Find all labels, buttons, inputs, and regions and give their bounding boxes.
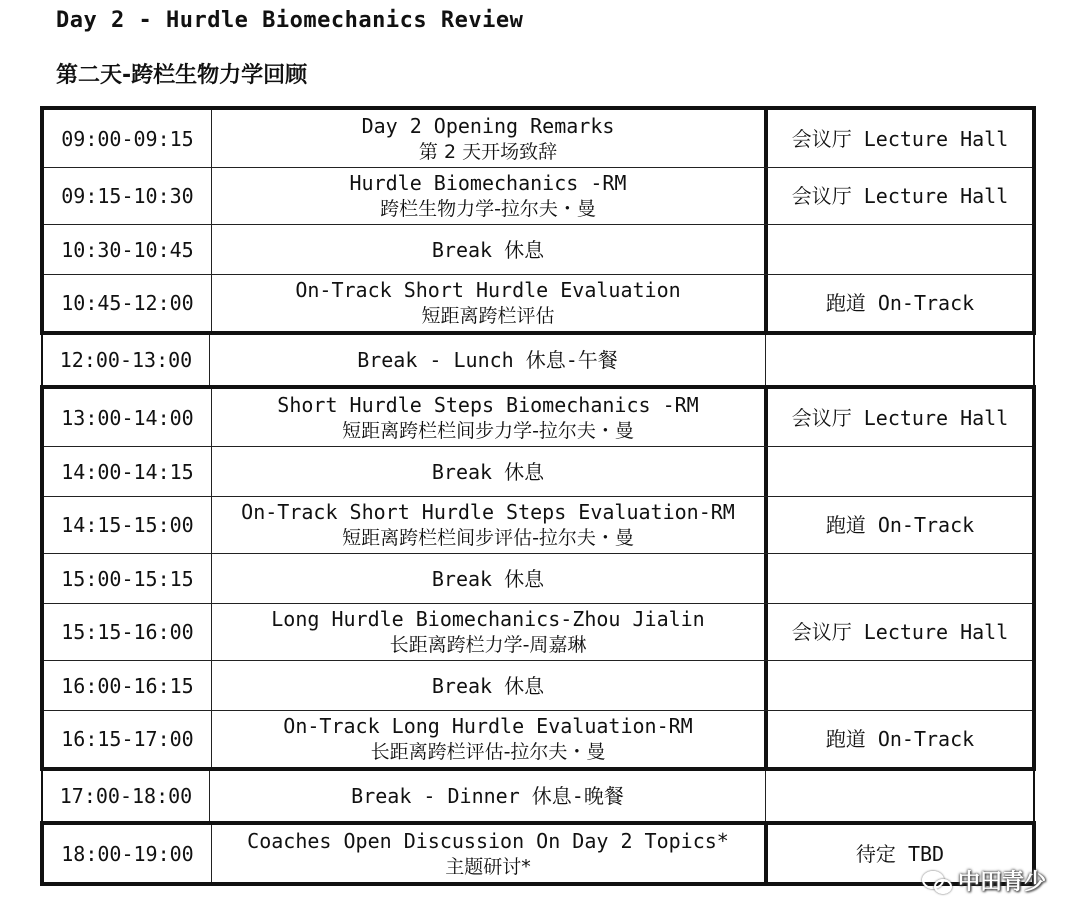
time-cell: 17:00-18:00 — [43, 771, 210, 821]
session-title-en: Break - Lunch 休息-午餐 — [357, 348, 618, 372]
session-title-zh: 短距离跨栏评估 — [421, 305, 555, 327]
schedule-row — [44, 496, 1032, 553]
session-cell — [212, 275, 768, 331]
session-cell — [212, 661, 768, 710]
wechat-icon — [922, 869, 952, 893]
schedule-row — [44, 389, 1032, 446]
session-title-en: Coaches Open Discussion On Day 2 Topics* — [247, 828, 729, 853]
time-cell: 18:00-19:00 — [44, 825, 212, 882]
schedule-block — [40, 821, 1036, 886]
schedule-row — [44, 825, 1032, 882]
session-title-en: Break 休息 — [431, 673, 545, 698]
session-title-en: Break 休息 — [431, 237, 545, 262]
watermark — [922, 865, 1046, 896]
session-title-zh: 第 2 天开场致辞 — [418, 140, 558, 163]
location-cell — [768, 554, 1032, 603]
location-cell: 会议厅 Lecture Hall — [791, 184, 1009, 208]
session-cell — [212, 604, 768, 660]
session-title-en: Long Hurdle Biomechanics-Zhou Jialin — [271, 607, 705, 631]
session-title-zh: 长距离跨栏力学-周嘉琳 — [389, 634, 587, 656]
schedule-block — [40, 106, 1036, 335]
session-title-en: On-Track Long Hurdle Evaluation-RM — [283, 714, 693, 738]
session-cell — [212, 554, 768, 603]
session-title-en: Short Hurdle Steps Biomechanics -RM — [277, 392, 699, 417]
session-cell — [212, 825, 768, 882]
session-cell — [212, 168, 768, 224]
time-cell: 09:00-09:15 — [44, 110, 212, 167]
time-cell: 09:15-10:30 — [44, 168, 212, 224]
session-title-en: Hurdle Biomechanics -RM — [349, 171, 627, 195]
location-cell: 待定 TBD — [855, 841, 945, 866]
time-cell: 16:00-16:15 — [44, 661, 212, 710]
session-cell — [212, 447, 768, 496]
schedule-row — [44, 446, 1032, 496]
session-cell — [212, 225, 768, 274]
time-cell: 10:30-10:45 — [44, 225, 212, 274]
schedule-row — [44, 224, 1032, 274]
schedule-row — [44, 110, 1032, 167]
time-cell: 16:15-17:00 — [44, 711, 212, 767]
session-title-zh: 长距离跨栏评估-拉尔夫・曼 — [370, 741, 606, 763]
location-cell: 跑道 On-Track — [825, 291, 975, 315]
location-cell: 会议厅 Lecture Hall — [791, 126, 1009, 151]
session-title-en: On-Track Short Hurdle Steps Evaluation-RM — [241, 500, 735, 524]
session-cell — [212, 389, 768, 446]
session-title-en: Break 休息 — [431, 566, 545, 591]
schedule-row — [44, 167, 1032, 224]
time-cell: 15:00-15:15 — [44, 554, 212, 603]
location-cell: 跑道 On-Track — [825, 513, 975, 537]
location-cell — [768, 447, 1032, 496]
schedule-row — [44, 274, 1032, 331]
document-subtitle: 第二天-跨栏生物力学回顾 — [56, 63, 308, 88]
time-cell: 15:15-16:00 — [44, 604, 212, 660]
schedule-block — [41, 335, 1035, 385]
session-cell — [210, 771, 766, 821]
schedule-table — [40, 106, 1036, 886]
session-cell — [212, 711, 768, 767]
time-cell: 14:15-15:00 — [44, 497, 212, 553]
time-cell: 13:00-14:00 — [44, 389, 212, 446]
location-cell — [768, 225, 1032, 274]
location-cell — [766, 335, 1033, 385]
session-title-en: Break - Dinner 休息-晚餐 — [351, 784, 624, 808]
session-cell — [210, 335, 766, 385]
time-cell: 12:00-13:00 — [43, 335, 210, 385]
time-cell: 10:45-12:00 — [44, 275, 212, 331]
schedule-block — [41, 771, 1035, 821]
schedule-row — [44, 710, 1032, 767]
location-cell: 会议厅 Lecture Hall — [791, 405, 1009, 430]
session-title-en: Day 2 Opening Remarks — [361, 113, 615, 138]
schedule-row — [43, 771, 1033, 821]
time-cell: 14:00-14:15 — [44, 447, 212, 496]
session-cell — [212, 497, 768, 553]
session-title-zh: 短距离跨栏栏间步评估-拉尔夫・曼 — [342, 527, 634, 549]
schedule-row — [44, 553, 1032, 603]
session-title-zh: 跨栏生物力学-拉尔夫・曼 — [380, 198, 596, 220]
schedule-row — [44, 660, 1032, 710]
session-cell — [212, 110, 768, 167]
session-title-en: Break 休息 — [431, 459, 545, 484]
schedule-row — [44, 603, 1032, 660]
session-title-zh: 短距离跨栏栏间步力学-拉尔夫・曼 — [342, 419, 634, 442]
watermark-text: 中田青少 — [957, 870, 1046, 895]
schedule-row — [43, 335, 1033, 385]
location-cell — [768, 661, 1032, 710]
session-title-en: On-Track Short Hurdle Evaluation — [295, 278, 681, 302]
location-cell: 跑道 On-Track — [825, 727, 975, 751]
location-cell — [766, 771, 1033, 821]
location-cell: 会议厅 Lecture Hall — [791, 620, 1009, 644]
document-title: Day 2 - Hurdle Biomechanics Review — [56, 8, 524, 33]
session-title-zh: 主题研讨* — [445, 855, 531, 878]
schedule-block — [40, 385, 1036, 771]
